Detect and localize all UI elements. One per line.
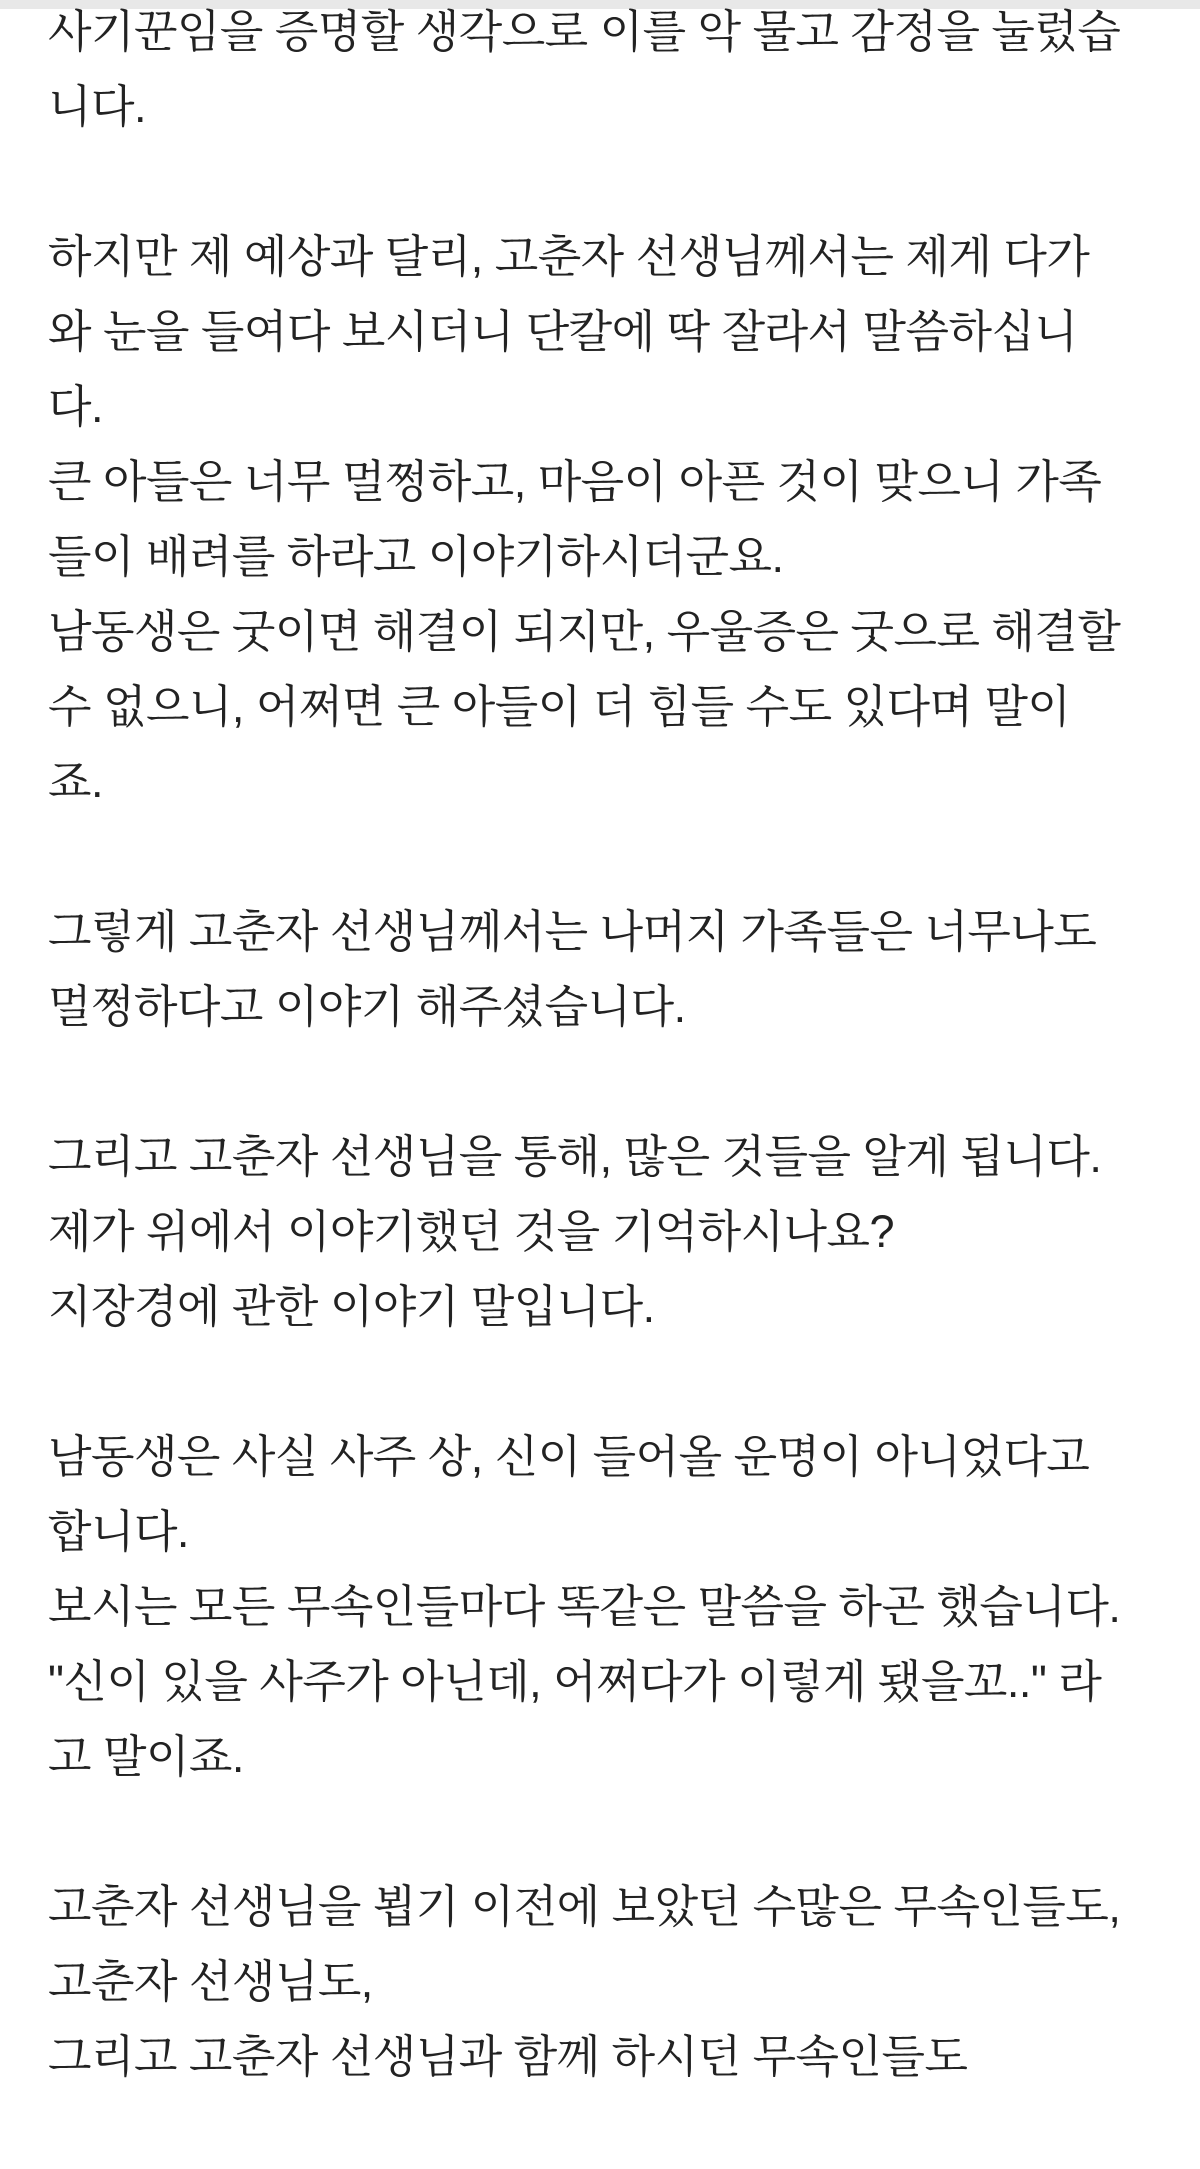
paragraph <box>48 219 1160 819</box>
text-line: 합니다. <box>48 1506 189 1557</box>
text-line: 보시는 모든 무속인들마다 똑같은 말씀을 하곤 했습니다. <box>48 1581 1121 1632</box>
text-line: 그렇게 고춘자 선생님께서는 나머지 가족들은 너무나도 <box>48 906 1097 957</box>
paragraph <box>48 1869 1160 2094</box>
text-line: 큰 아들은 너무 멀쩡하고, 마음이 아픈 것이 맞으니 가족 <box>48 456 1102 507</box>
paragraph <box>48 0 1160 144</box>
text-line: 고춘자 선생님도, <box>48 1956 373 2007</box>
text-line: 고 말이죠. <box>48 1731 244 1782</box>
text-line: 멀쩡하다고 이야기 해주셨습니다. <box>48 981 686 1032</box>
paragraph <box>48 1119 1160 1344</box>
text-line: 지장경에 관한 이야기 말입니다. <box>48 1281 655 1332</box>
text-line: 들이 배려를 하라고 이야기하시더군요. <box>48 531 784 582</box>
text-line: "신이 있을 사주가 아닌데, 어쩌다가 이렇게 됐을꼬.." 라 <box>48 1656 1102 1707</box>
text-line: 사기꾼임을 증명할 생각으로 이를 악 물고 감정을 눌렀습 <box>48 6 1121 57</box>
text-line: 와 눈을 들여다 보시더니 단칼에 딱 잘라서 말씀하십니 <box>48 306 1078 357</box>
text-line: 고춘자 선생님을 뵙기 이전에 보았던 수많은 무속인들도, <box>48 1881 1121 1932</box>
paragraph <box>48 1419 1160 1794</box>
paragraph <box>48 894 1160 1044</box>
text-line: 제가 위에서 이야기했던 것을 기억하시나요? <box>48 1206 894 1257</box>
text-line: 하지만 제 예상과 달리, 고춘자 선생님께서는 제게 다가 <box>48 231 1090 282</box>
text-line: 죠. <box>48 756 103 807</box>
text-line: 남동생은 굿이면 해결이 되지만, 우울증은 굿으로 해결할 <box>48 606 1121 657</box>
text-line: 그리고 고춘자 선생님과 함께 하시던 무속인들도 <box>48 2031 968 2082</box>
text-line: 다. <box>48 381 103 432</box>
text-line: 남동생은 사실 사주 상, 신이 들어올 운명이 아니었다고 <box>48 1431 1090 1482</box>
text-line: 수 없으니, 어쩌면 큰 아들이 더 힘들 수도 있다며 말이 <box>48 681 1071 732</box>
text-line: 니다. <box>48 81 146 132</box>
text-line: 그리고 고춘자 선생님을 통해, 많은 것들을 알게 됩니다. <box>48 1131 1102 1182</box>
